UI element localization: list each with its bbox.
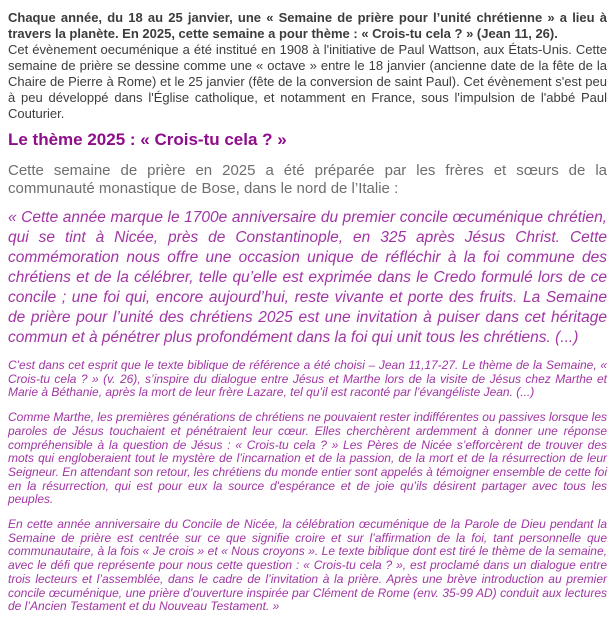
article: [8, 10, 607, 614]
intro-paragraph: Cet évènement oecuménique a été institué en 1908 à l'initiative de Paul Wattson, aux États-Unis. Cette semaine de prière se dessine comme une « octave » entre le 18 janvier (ancienne date de la fête de la Chaire de Pierre à Rome) et le 25 janvier (fête de la conversion de saint Paul). Cet évènement s'est peu à peu développé dans l'Église catholique, et notamment en France, sous l'impulsion de l'abbé Paul Couturier.: [8, 42, 607, 121]
quote-paragraph: « Cette année marque le 1700e anniversaire du premier concile œcuménique chrétien, qui se tint à Nicée, près de Constantinople, en 325 après Jésus Christ. Cette commémoration nous offre une occasion unique de réfléchir à la foi commune des chrétiens et de la célébrer, telle qu’elle est exprimée dans le Credo formulé lors de ce concile ; une foi qui, encore aujourd’hui, reste vivante et porte des fruits. La Semaine de prière pour l’unité des chrétiens 2025 est une invitation à puiser dans cet héritage commun et à pénétrer plus profondément dans la foi qui unit tous les chrétiens. (...): [8, 209, 607, 346]
intro-paragraph-bold: Chaque année, du 18 au 25 janvier, une « Semaine de prière pour l’unité chrétienne » a lieu à travers la planète. En 2025, cette semaine a pour thème : « Crois-tu cela ? » (Jean 11, 26).: [8, 10, 607, 41]
lead-paragraph: Cette semaine de prière en 2025 a été préparée par les frères et sœurs de la communauté monastique de Bose, dans le nord de l’Italie :: [8, 162, 607, 197]
section-heading: Le thème 2025 : « Crois-tu cela ? »: [8, 130, 287, 149]
commentary-paragraph: En cette année anniversaire du Concile de Nicée, la célébration œcuménique de la Parole de Dieu pendant la Semaine de prière est centrée sur ce que signifie croire et sur l’affirmation de la foi, tant personnelle que communautaire, à la fois « Je crois » et « Nous croyons ». Le texte biblique dont est tiré le thème de la semaine, avec le défi que représente pour nous cette question : « Crois-tu cela ? », est proclamé dans un dialogue entre trois lecteurs et l’assemblée, dans le cadre de l’invitation à la prière. Après une brève introduction au premier concile œcuménique, une prière d’ouverture inspirée par Clément de Rome (env. 35-99 AD) conduit aux lectures de l’Ancien Testament et du Nouveau Testament. »: [8, 517, 607, 614]
commentary-paragraph: C'est dans cet esprit que le texte biblique de référence a été choisi – Jean 11,17-27. Le thème de la Semaine, « Crois-tu cela ? » (v. 26), s’inspire du dialogue entre Jésus et Marthe lors de la visite de Jésus chez Marthe et Marie à Béthanie, après la mort de leur frère Lazare, tel qu’il est raconté par l’évangéliste Jean. (...): [8, 358, 607, 400]
commentary-paragraph: Comme Marthe, les premières générations de chrétiens ne pouvaient rester indifférentes ou passives lorsque les paroles de Jésus touchaient et pénétraient leur cœur. Elles cherchèrent ardemment à donner une réponse compréhensible à la question de Jésus : « Crois-tu cela ? » Les Pères de Nicée s’efforcèrent de trouver des mots qui engloberaient tout le mystère de l’incarnation et de la passion, de la mort et de la résurrection de leur Seigneur. En attendant son retour, les chrétiens du monde entier sont appelés à témoigner ensemble de cette foi en la résurrection, qui est pour eux la source d'espérance et de joie qu’ils désirent partager avec tous les peuples.: [8, 410, 607, 507]
